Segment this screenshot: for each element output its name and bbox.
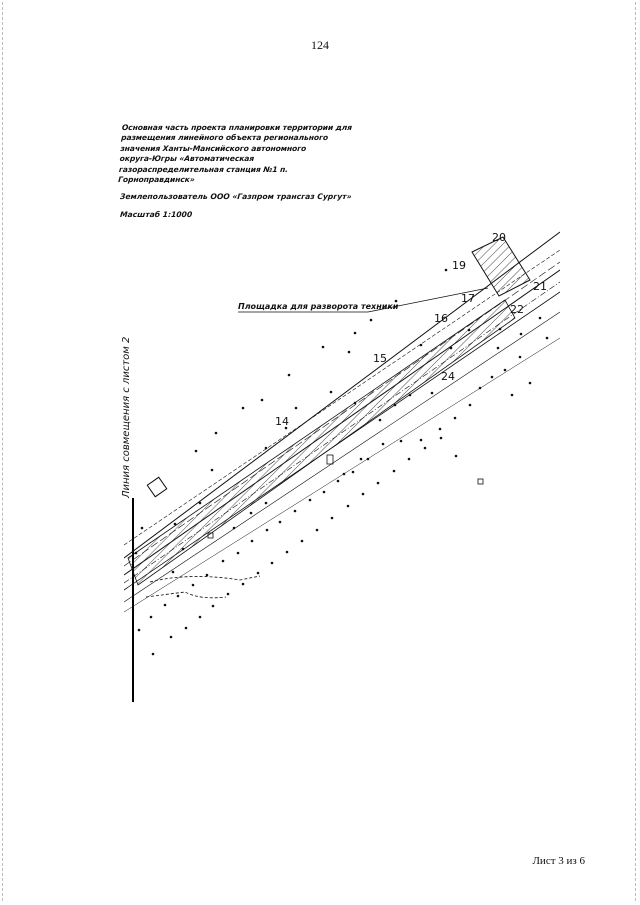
structure-square (147, 477, 166, 496)
caption-line: значения Ханты-Мансийского автономного (120, 143, 307, 153)
structure-square (327, 455, 333, 464)
point-label-24: 24 (441, 370, 455, 383)
caption-line: округа-Югры «Автоматическая (119, 154, 255, 164)
corridor-boundary (124, 312, 560, 602)
caption-line: Основная часть проекта планировки территории для (121, 123, 353, 132)
point-label-21: 21 (533, 280, 547, 293)
point-label-19: 19 (452, 259, 466, 272)
land-user-label: Землепользователь ООО «Газпром трансгаз Сургут» (119, 192, 352, 201)
corridor-boundary (124, 338, 560, 612)
scale-label: Масштаб 1:1000 (119, 210, 193, 219)
page-number: 124 (311, 38, 329, 52)
caption-line: Горноправдинск» (117, 175, 195, 185)
point-label-20: 20 (492, 231, 506, 244)
point-label-22: 22 (510, 303, 524, 316)
point-label-16: 16 (434, 312, 448, 325)
turnaround-annotation: Площадка для разворота техники (238, 302, 399, 311)
structure-square (478, 479, 483, 484)
point-label-17: 17 (461, 292, 475, 305)
point-label-15: 15 (373, 352, 387, 365)
match-line-label: Линия совмещения с листом 2 (121, 336, 132, 498)
sheet-label: Лист 3 из 6 (532, 855, 585, 867)
caption-line: газораспределительная станция №1 п. (118, 164, 289, 174)
dashed-contour (146, 592, 226, 598)
dashed-contour (150, 576, 260, 582)
corridor-boundary (124, 250, 560, 545)
point-label-14: 14 (275, 415, 289, 428)
turnaround-platform (472, 237, 530, 296)
hatched-allotment-area (128, 300, 515, 585)
caption-line: размещения линейного объекта регионального (120, 133, 329, 143)
